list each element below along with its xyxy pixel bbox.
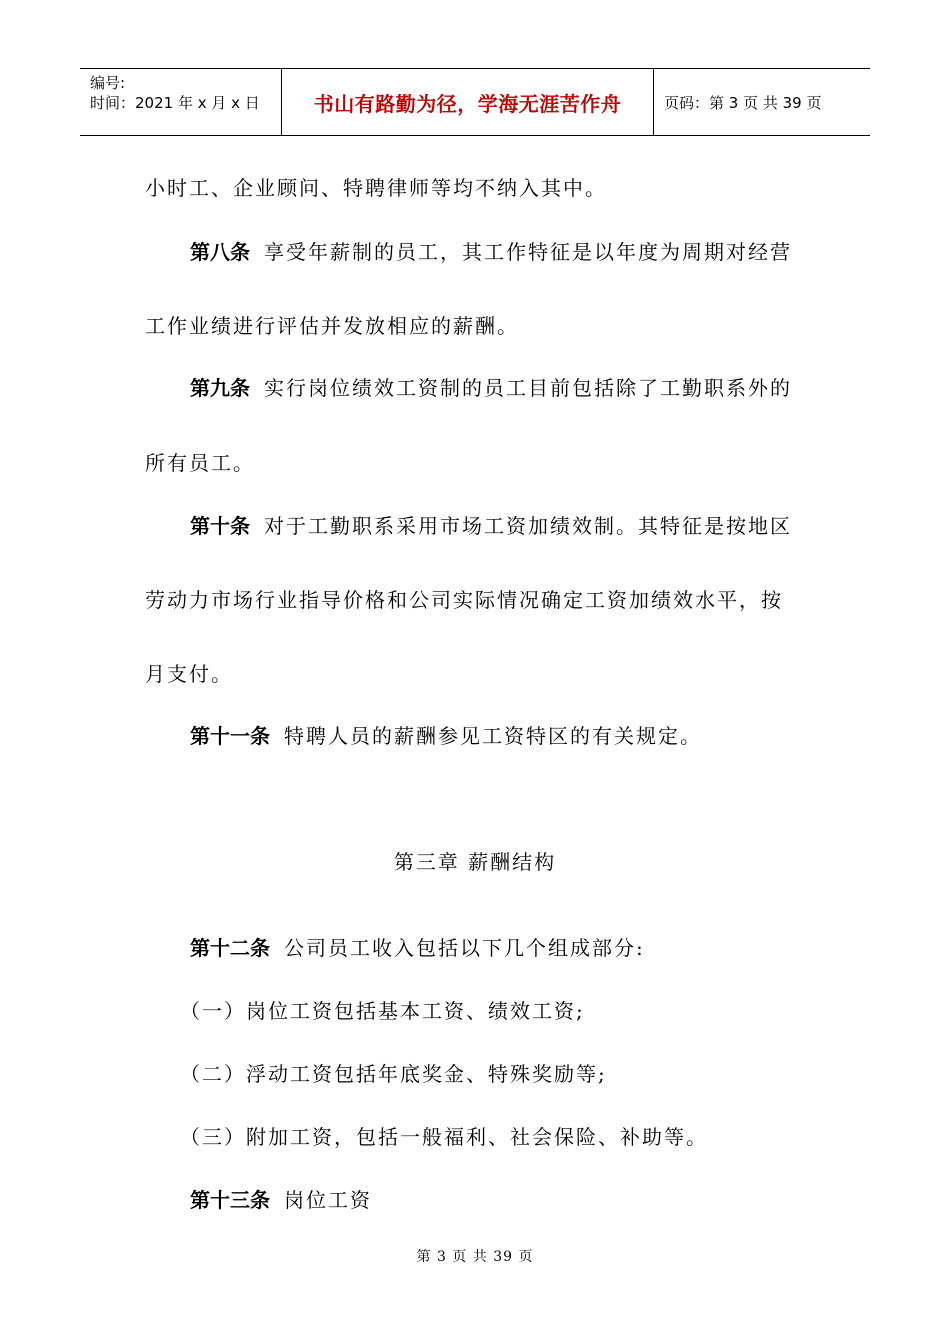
body-line: 小时工、企业顾问、特聘律师等均不纳入其中。 bbox=[145, 176, 607, 200]
body-line: 劳动力市场行业指导价格和公司实际情况确定工资加绩效水平，按 bbox=[145, 588, 783, 612]
article-number: 第九条 bbox=[190, 376, 250, 400]
article-text: 享受年薪制的员工，其工作特征是以年度为周期对经营 bbox=[264, 240, 792, 264]
list-item: （一）岗位工资包括基本工资、绩效工资; bbox=[180, 999, 585, 1023]
header-page-info: 页码：第 3 页 共 39 页 bbox=[664, 93, 822, 112]
article-text: 岗位工资 bbox=[284, 1188, 372, 1212]
article-text: 实行岗位绩效工资制的员工目前包括除了工勤职系外的 bbox=[264, 376, 792, 400]
article-text: 对于工勤职系采用市场工资加绩效制。其特征是按地区 bbox=[264, 514, 792, 538]
article-13 bbox=[190, 1184, 372, 1213]
number-label: 编号: bbox=[90, 74, 126, 92]
body-line: 工作业绩进行评估并发放相应的薪酬。 bbox=[145, 314, 519, 338]
article-number: 第八条 bbox=[190, 240, 250, 264]
header-meta bbox=[80, 69, 281, 135]
list-item: （二）浮动工资包括年底奖金、特殊奖励等; bbox=[180, 1062, 607, 1086]
list-item: （三）附加工资，包括一般福利、社会保险、补助等。 bbox=[180, 1125, 708, 1149]
article-text: 特聘人员的薪酬参见工资特区的有关规定。 bbox=[284, 724, 702, 748]
article-number: 第十二条 bbox=[190, 936, 270, 960]
header-motto: 书山有路勤为径，学海无涯苦作舟 bbox=[281, 69, 654, 135]
body-line: 所有员工。 bbox=[145, 451, 255, 475]
article-number: 第十一条 bbox=[190, 724, 270, 748]
article-number: 第十条 bbox=[190, 514, 250, 538]
article-10 bbox=[190, 510, 792, 539]
chapter-title: 第三章 薪酬结构 bbox=[393, 850, 557, 874]
article-9 bbox=[190, 372, 792, 401]
body-line: 月支付。 bbox=[145, 662, 233, 686]
time-label: 时间：2021 年 x 月 x 日 bbox=[90, 94, 260, 112]
article-8 bbox=[190, 236, 792, 265]
article-12 bbox=[190, 932, 645, 961]
article-text: 公司员工收入包括以下几个组成部分: bbox=[284, 936, 645, 960]
article-11 bbox=[190, 720, 702, 749]
article-number: 第十三条 bbox=[190, 1188, 270, 1212]
page-header bbox=[80, 68, 870, 136]
page-footer: 第 3 页 共 39 页 bbox=[416, 1249, 534, 1265]
